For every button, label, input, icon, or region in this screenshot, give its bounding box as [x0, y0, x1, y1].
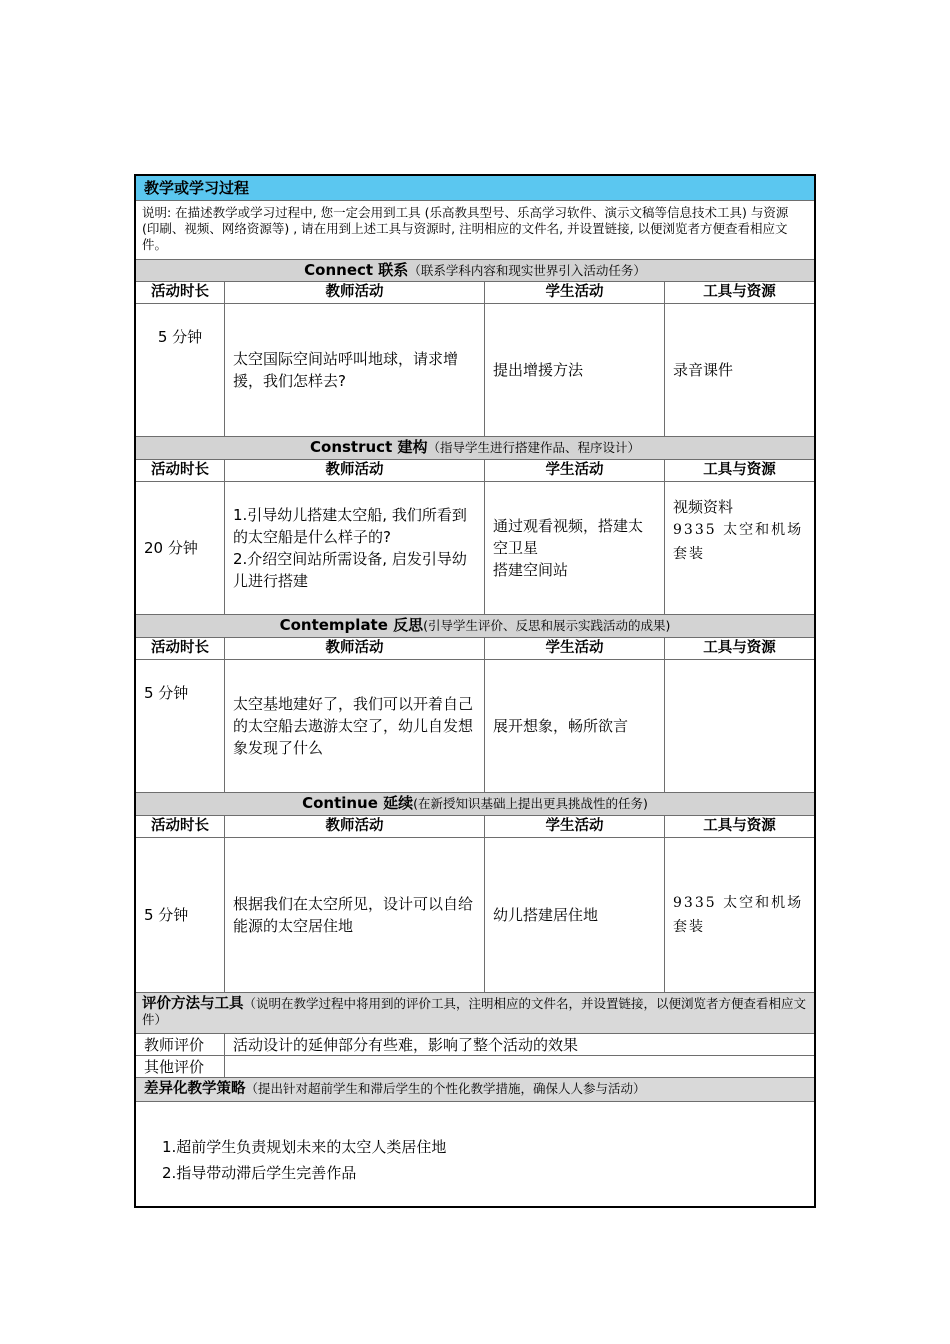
column-header-row — [136, 460, 814, 482]
list-item: 1.超前学生负责规划未来的太空人类居住地 — [162, 1138, 447, 1156]
phase-construct-row — [136, 482, 814, 615]
col-teacher-header: 教师活动 — [224, 638, 484, 659]
student-activity-text: 幼儿搭建居住地 — [493, 906, 599, 924]
col-duration-header: 活动时长 — [151, 640, 209, 656]
duration-text: 20 分钟 — [144, 539, 198, 557]
list-item: 2.指导带动滞后学生完善作品 — [162, 1164, 357, 1182]
student-activity-cell — [484, 482, 664, 614]
differentiation-header — [136, 1078, 814, 1102]
tools-kit-text: 9335 太空和机场套装 — [673, 895, 804, 935]
phase-title: Continue 延续 — [302, 794, 414, 812]
col-student-header: 学生活动 — [484, 282, 664, 303]
col-teacher-header: 教师活动 — [224, 816, 484, 837]
student-activity-cell — [484, 304, 664, 436]
phase-continue-row — [136, 838, 814, 993]
differentiation-note: （提出针对超前学生和滞后学生的个性化教学措施，确保人人参与活动） — [245, 1081, 646, 1096]
student-activity-cell — [484, 660, 664, 792]
col-student-header: 学生活动 — [484, 460, 664, 481]
phase-subtitle: (在新授知识基础上提出更具挑战性的任务) — [413, 796, 648, 811]
duration-text: 5 分钟 — [144, 906, 189, 924]
col-student-header: 学生活动 — [484, 816, 664, 837]
col-student-header: 学生活动 — [484, 638, 664, 659]
evaluation-label: 其他评价 — [144, 1058, 205, 1076]
evaluation-value: 活动设计的延伸部分有些难，影响了整个活动的效果 — [224, 1034, 814, 1055]
col-duration-header: 活动时长 — [151, 818, 209, 834]
phase-subtitle: （联系学科内容和现实世界引入活动任务） — [408, 263, 646, 278]
col-duration-header: 活动时长 — [151, 284, 209, 300]
phase-subtitle: （指导学生进行搭建作品、程序设计） — [427, 440, 640, 455]
phase-connect-header — [136, 260, 814, 282]
column-header-row — [136, 816, 814, 838]
evaluation-header — [136, 993, 814, 1034]
phase-title: Connect 联系 — [304, 261, 409, 279]
col-tools-header: 工具与资源 — [664, 282, 814, 303]
phase-contemplate-header — [136, 615, 814, 638]
evaluation-row-teacher — [136, 1034, 814, 1056]
tools-cell — [664, 482, 814, 614]
col-tools-header: 工具与资源 — [664, 816, 814, 837]
student-activity-text: 提出增援方法 — [493, 361, 584, 379]
phase-title: Construct 建构 — [310, 438, 428, 456]
evaluation-label: 教师评价 — [144, 1036, 205, 1054]
duration-cell: 5 分钟 — [157, 328, 203, 346]
tools-cell — [664, 838, 814, 992]
col-tools-header: 工具与资源 — [664, 460, 814, 481]
col-teacher-header: 教师活动 — [224, 460, 484, 481]
phase-connect-row — [136, 304, 814, 437]
teacher-activity-text: 太空国际空间站呼叫地球，请求增援，我们怎样去? — [233, 350, 459, 390]
tools-text: 录音课件 — [673, 361, 734, 379]
phase-subtitle: (引导学生评价、反思和展示实践活动的成果) — [423, 618, 671, 633]
student-activity-cell — [484, 838, 664, 992]
col-tools-header: 工具与资源 — [664, 638, 814, 659]
phase-contemplate-row — [136, 660, 814, 793]
evaluation-value — [224, 1056, 814, 1077]
duration-cell: 5 分钟 — [144, 684, 189, 702]
differentiation-title: 差异化教学策略 — [144, 1081, 246, 1097]
column-header-row — [136, 638, 814, 660]
column-header-row — [136, 282, 814, 304]
teacher-activity-cell — [224, 482, 484, 614]
teacher-activity-text: 根据我们在太空所见，设计可以自给能源的太空居住地 — [233, 895, 474, 935]
evaluation-title: 评价方法与工具 — [142, 996, 244, 1012]
teacher-activity-cell — [224, 838, 484, 992]
phase-construct-header — [136, 437, 814, 460]
phase-title: Contemplate 反思 — [279, 616, 424, 634]
section-title: 教学或学习过程 — [136, 176, 814, 201]
phase-continue-header — [136, 793, 814, 816]
col-teacher-header: 教师活动 — [224, 282, 484, 303]
lesson-process-table — [134, 174, 816, 1208]
student-activity-text: 展开想象，畅所欲言 — [493, 717, 629, 735]
evaluation-note: （说明在教学过程中将用到的评价工具，注明相应的文件名，并设置链接，以便浏览者方便查看相应文件） — [142, 996, 807, 1027]
duration-cell — [136, 482, 224, 614]
tools-text: 视频资料 — [673, 498, 734, 516]
teacher-activity-text: 太空基地建好了，我们可以开着自己的太空船去遨游太空了，幼儿自发想象发现了什么 — [233, 695, 474, 757]
tools-cell — [664, 660, 814, 792]
teacher-activity-text: 1.引导幼儿搭建太空船, 我们所看到的太空船是什么样子的? 2.介绍空间站所需设备, 启发引导幼儿进行搭建 — [233, 506, 467, 590]
tools-kit-text: 9335 太空和机场套装 — [673, 522, 804, 562]
teacher-activity-cell — [224, 304, 484, 436]
differentiation-body — [136, 1102, 814, 1206]
tools-cell — [664, 304, 814, 436]
instructions-note: 说明: 在描述教学或学习过程中, 您一定会用到工具 (乐高教具型号、乐高学习软件、演示文稿等信息技术工具) 与资源 (印刷、视频、网络资源等) , 请在用到上述工具与资源时, 注明相应的文件名, 并设置链接, 以便浏览者方便查看相应文件。 — [136, 201, 814, 260]
duration-cell — [136, 838, 224, 992]
col-duration-header: 活动时长 — [151, 462, 209, 478]
teacher-activity-cell — [224, 660, 484, 792]
student-activity-text: 通过观看视频，搭建太空卫星 搭建空间站 — [493, 517, 644, 579]
evaluation-row-other — [136, 1056, 814, 1078]
